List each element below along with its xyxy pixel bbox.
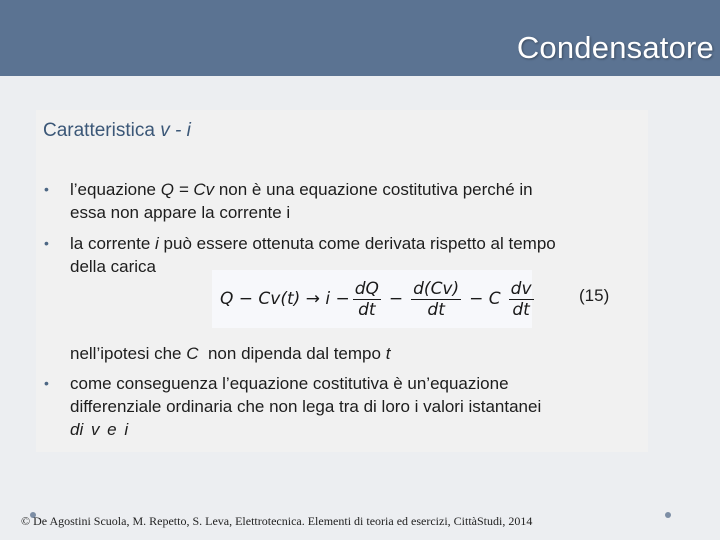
bullet-3-line-1: come conseguenza l’equazione costitutiva è un’equazione	[70, 374, 509, 393]
bullet-dot-icon: •	[44, 181, 49, 197]
hypothesis-c: C	[186, 344, 199, 363]
hypothesis-t: t	[385, 344, 391, 363]
formula-image	[212, 270, 532, 328]
bullet-2-var: i	[155, 234, 159, 253]
bullet-3-line-2: differenziale ordinaria che non lega tra di loro i valori istantanei	[70, 397, 542, 416]
bullet-2-line-1	[70, 232, 556, 255]
slide-title: Condensatore	[516, 30, 714, 65]
frac3-den: dt	[512, 299, 530, 320]
formula-minus: −	[388, 289, 404, 309]
decorative-dot-icon	[665, 512, 671, 518]
frac1-den: dt	[358, 299, 376, 320]
fraction-dq-dt	[353, 279, 381, 320]
bullet-1-eq: Q = Cv	[160, 180, 215, 199]
bullet-2-text-a: la corrente	[70, 234, 156, 253]
heading-prefix: Caratteristica	[43, 120, 161, 141]
frac1-num: dQ	[354, 278, 379, 299]
bullet-dot-icon: •	[44, 235, 49, 251]
formula-lhs: Q − Cv(t) → i −	[220, 289, 350, 309]
hypothesis-prefix: nell’ipotesi che	[70, 344, 187, 363]
frac3-num: dv	[510, 278, 532, 299]
bullet-3-line-3: di v e i	[70, 420, 129, 439]
footer-credit: © De Agostini Scuola, M. Repetto, S. Leva, Elettrotecnica. Elementi di teoria ed esercizi, CittàStudi, 2014	[21, 514, 533, 528]
fraction-dv-dt	[509, 279, 534, 320]
bullet-1-line-1	[70, 178, 533, 201]
frac2-num: d(Cv)	[413, 278, 460, 299]
bullet-2-text-c: può essere ottenuta come derivata rispetto al tempo	[158, 234, 556, 253]
title-bar	[0, 0, 720, 76]
hypothesis-line	[70, 342, 390, 365]
bullet-1-text-c: non è una equazione costitutiva perché in	[214, 180, 533, 199]
bullet-dot-icon: •	[44, 375, 49, 391]
bullet-1-line-2: essa non appare la corrente i	[70, 203, 291, 222]
equation-number: (15)	[579, 286, 610, 305]
section-heading	[43, 120, 191, 142]
bullet-1-text-a: l’equazione	[70, 180, 161, 199]
fraction-dcv-dt	[411, 279, 461, 320]
formula-minus-c: − C	[469, 289, 501, 309]
heading-var: v - i	[160, 120, 191, 141]
hypothesis-middle: non dipenda dal tempo	[198, 344, 386, 363]
bullet-2-line-2: della carica	[70, 257, 156, 276]
frac2-den: dt	[427, 299, 445, 320]
